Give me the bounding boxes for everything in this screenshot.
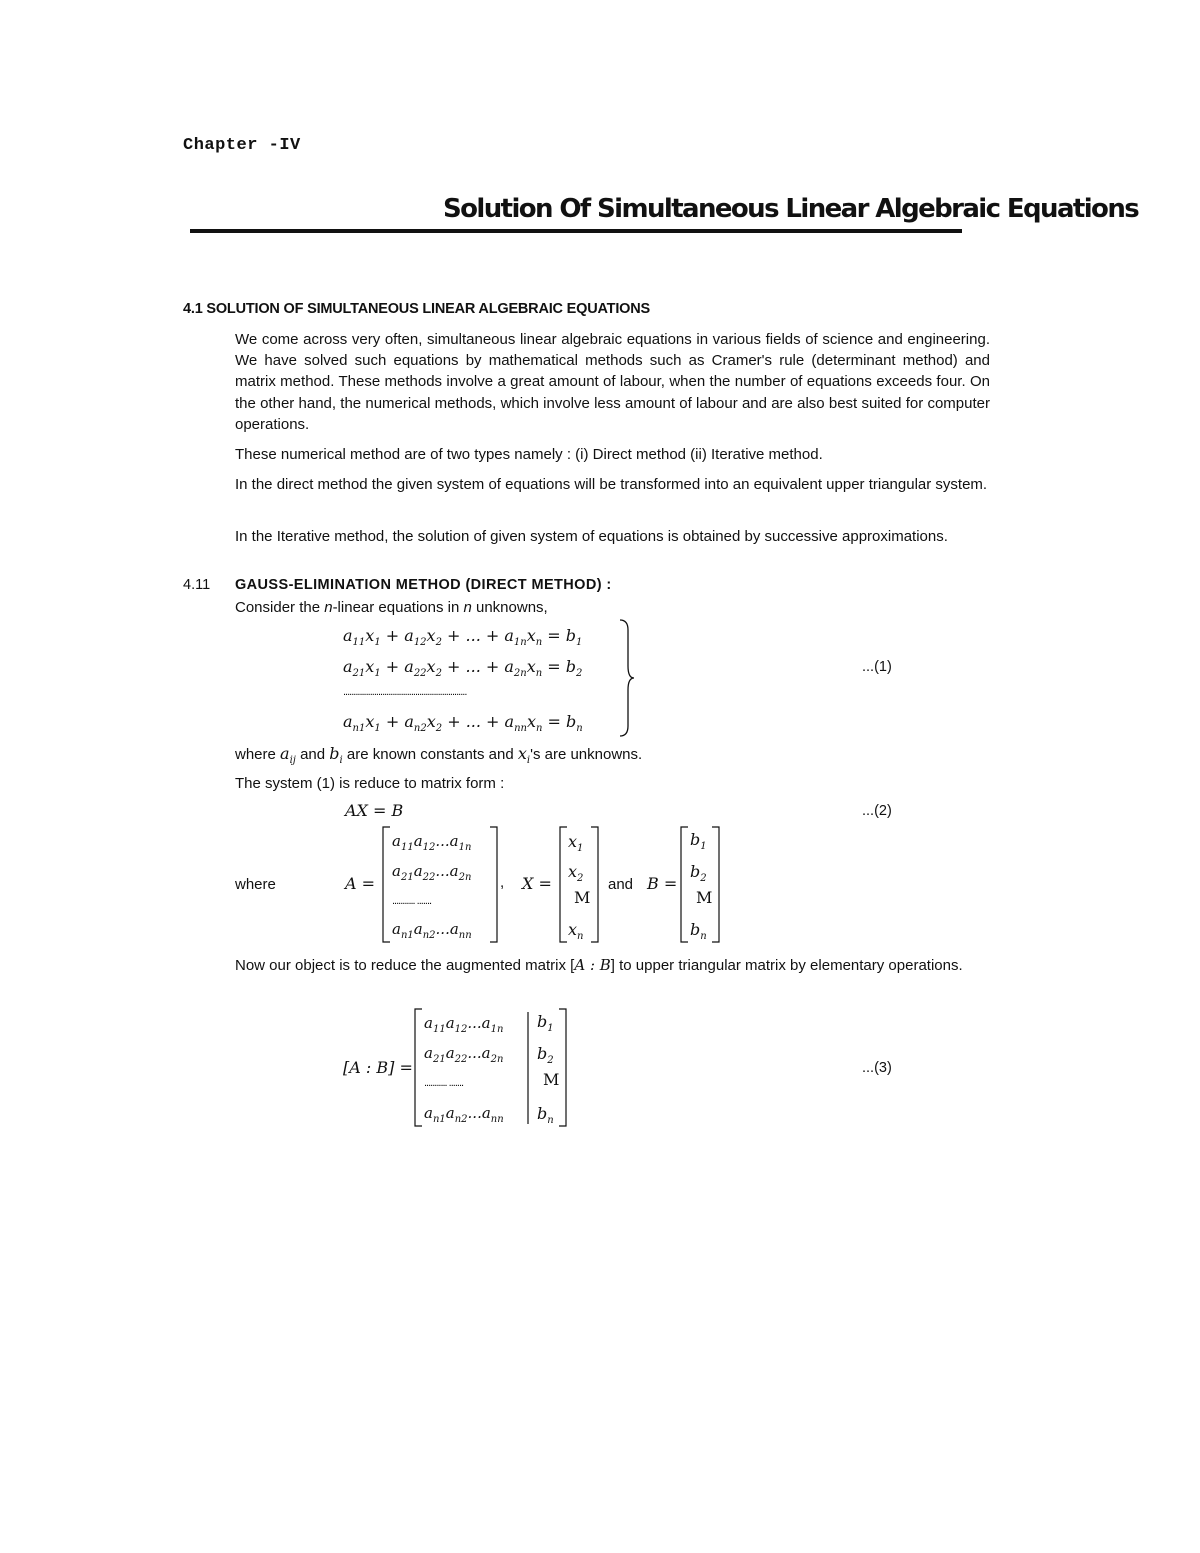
augmented-row-n: $a_{n1}a_{n2}...a_{nn}$ bbox=[424, 1104, 504, 1125]
augmented-b-2: $b_2$ bbox=[537, 1044, 554, 1067]
reduce-line: The system (1) is reduce to matrix form : bbox=[235, 775, 505, 792]
section-heading: 4.1 SOLUTION OF SIMULTANEOUS LINEAR ALGEBRAIC EQUATIONS bbox=[183, 301, 650, 317]
paragraph-direct: In the direct method the given system of equations will be transformed into an equivalent upper triangular system. bbox=[235, 476, 988, 493]
augmented-b-1: $b_1$ bbox=[537, 1012, 554, 1035]
matrix-a-row-1: $a_{11}a_{12}...a_{1n}$ bbox=[392, 832, 472, 853]
subsection-heading bbox=[183, 577, 612, 593]
matrix-x-row-2: $x_2$ bbox=[568, 862, 584, 885]
subsection-title: GAUSS-ELIMINATION METHOD (DIRECT METHOD) : bbox=[235, 577, 612, 593]
title-underline bbox=[190, 229, 962, 233]
paragraph-types: These numerical method are of two types namely : (i) Direct method (ii) Iterative method. bbox=[235, 446, 823, 463]
chapter-title: Solution Of Simultaneous Linear Algebraic Equations bbox=[443, 194, 1139, 224]
matrix-x-label: X = bbox=[522, 874, 552, 893]
where-label: where bbox=[235, 876, 276, 893]
matrix-x-vdots: M bbox=[574, 888, 591, 907]
augmented-row-1: $a_{11}a_{12}...a_{1n}$ bbox=[424, 1014, 504, 1035]
matrix-b-label: B = bbox=[647, 874, 678, 893]
subsection-number: 4.11 bbox=[183, 577, 211, 593]
augmented-row-2: $a_{21}a_{22}...a_{2n}$ bbox=[424, 1044, 504, 1065]
augmented-b-n: $b_n$ bbox=[537, 1104, 554, 1127]
chapter-label: Chapter -IV bbox=[183, 136, 301, 155]
comma-separator: , bbox=[500, 874, 505, 891]
equation-ax-b: AX = B bbox=[345, 801, 404, 820]
augmented-dots: ........... ....... bbox=[424, 1077, 464, 1089]
where-known-line: where $a_{ij}$ and $b_i$ are known constants and $x_i's$ are unknowns. bbox=[235, 744, 643, 767]
paragraph-iterative: In the Iterative method, the solution of given system of equations is obtained by successive approximations. bbox=[235, 528, 948, 545]
matrix-b-vdots: M bbox=[696, 888, 713, 907]
paragraph-intro: We come across very often, simultaneous linear algebraic equations in various fields of science and engineering. We have solved such equations by mathematical methods such as Cramer's rule (determinant method) and matrix method. These methods involve a great amount of labour, when the number of equations exceeds four. On the other hand, the numerical methods, which involve less amount of labour and are also best suited for computer operations. bbox=[235, 331, 990, 433]
equation-row-1: $a_{11}x_1 + a_{12}x_2$ + ... + $a_{1n}x_n = b_1$ bbox=[343, 626, 583, 649]
matrix-a-row-2: $a_{21}a_{22}...a_{2n}$ bbox=[392, 862, 472, 883]
matrix-x-row-1: $x_1$ bbox=[568, 832, 584, 855]
equation-number-1: ...(1) bbox=[862, 659, 892, 675]
matrix-b-row-2: $b_2$ bbox=[690, 862, 707, 885]
and-label: and bbox=[608, 876, 634, 893]
augmented-matrix-label: [A : B] = bbox=[343, 1058, 413, 1077]
equation-number-3: ...(3) bbox=[862, 1060, 892, 1076]
equation-row-2: $a_{21}x_1 + a_{22}x_2$ + ... + $a_{2n}x_n = b_2$ bbox=[343, 657, 583, 680]
consider-line: Consider the n-linear equations in n unknowns, bbox=[235, 599, 548, 616]
matrix-x-row-n: $x_n$ bbox=[568, 920, 584, 943]
matrix-a-row-n: $a_{n1}a_{n2}...a_{nn}$ bbox=[392, 920, 472, 941]
matrix-b-row-1: $b_1$ bbox=[690, 830, 707, 853]
system-right-brace bbox=[618, 618, 638, 738]
paragraph-augmented: Now our object is to reduce the augmented matrix [A : B] to upper triangular matrix by elementary operations. bbox=[235, 956, 963, 974]
equation-number-2: ...(2) bbox=[862, 803, 892, 819]
equation-row-n: $a_{n1}x_1 + a_{n2}x_2$ + ... + $a_{nn}x_n = b_n$ bbox=[343, 712, 583, 735]
matrix-a-label: A = bbox=[345, 874, 376, 893]
matrix-a-dots: ........... ....... bbox=[392, 895, 432, 907]
equation-dots-row: ............................................................ bbox=[343, 686, 467, 698]
matrix-b-row-n: $b_n$ bbox=[690, 920, 707, 943]
augmented-vdots: M bbox=[543, 1070, 560, 1089]
